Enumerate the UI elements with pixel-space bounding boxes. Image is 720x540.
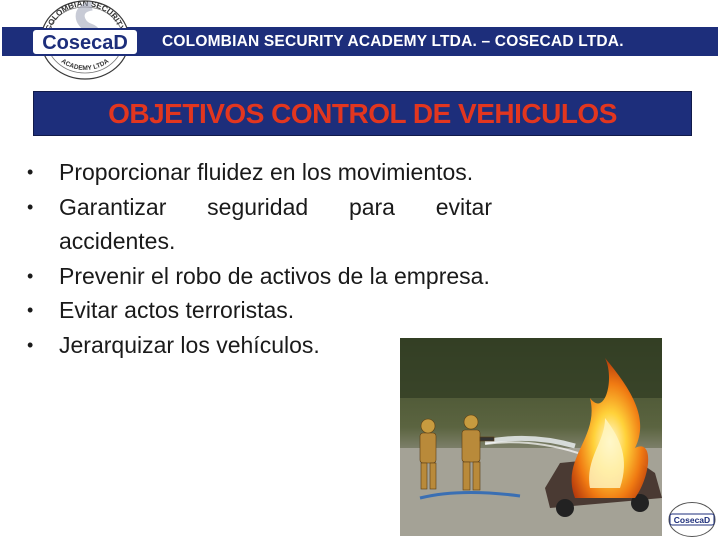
bullet-text: Jerarquizar los vehículos.	[59, 331, 320, 358]
company-corner-logo	[667, 501, 717, 538]
objectives-list	[22, 155, 492, 362]
bullet-icon: •	[27, 265, 34, 286]
bullet-icon: •	[27, 162, 34, 182]
bullet-icon: •	[27, 334, 34, 355]
slide-title-box	[33, 91, 692, 136]
bullet-icon: •	[27, 300, 34, 320]
firefighters-car-fire-photo	[400, 338, 662, 536]
bullet-text: Garantizar seguridad para evitar accidentes.	[59, 193, 492, 254]
bullet-text: Evitar actos terroristas.	[59, 297, 295, 323]
corner-logo-text: CosecaD	[673, 515, 711, 525]
list-item	[22, 155, 492, 190]
slide-title: OBJETIVOS CONTROL DE VEHICULOS	[108, 98, 617, 129]
list-item	[22, 293, 492, 328]
list-item	[22, 190, 492, 259]
bullet-text: Proporcionar fluidez en los movimientos.	[59, 159, 474, 185]
company-seal-logo	[30, 0, 140, 80]
list-item	[22, 259, 492, 294]
seal-text-top: OLOMBIAN SECURIT	[46, 0, 124, 28]
bullet-icon: •	[27, 196, 34, 217]
seal-logo-text: CosecaD	[42, 32, 128, 54]
company-title: COLOMBIAN SECURITY ACADEMY LTDA. – COSECAD LTDA.	[162, 33, 624, 50]
seal-text-bottom: ACADEMY LTDA	[59, 57, 111, 73]
bullet-text: Prevenir el robo de activos de la empresa.	[59, 262, 490, 289]
